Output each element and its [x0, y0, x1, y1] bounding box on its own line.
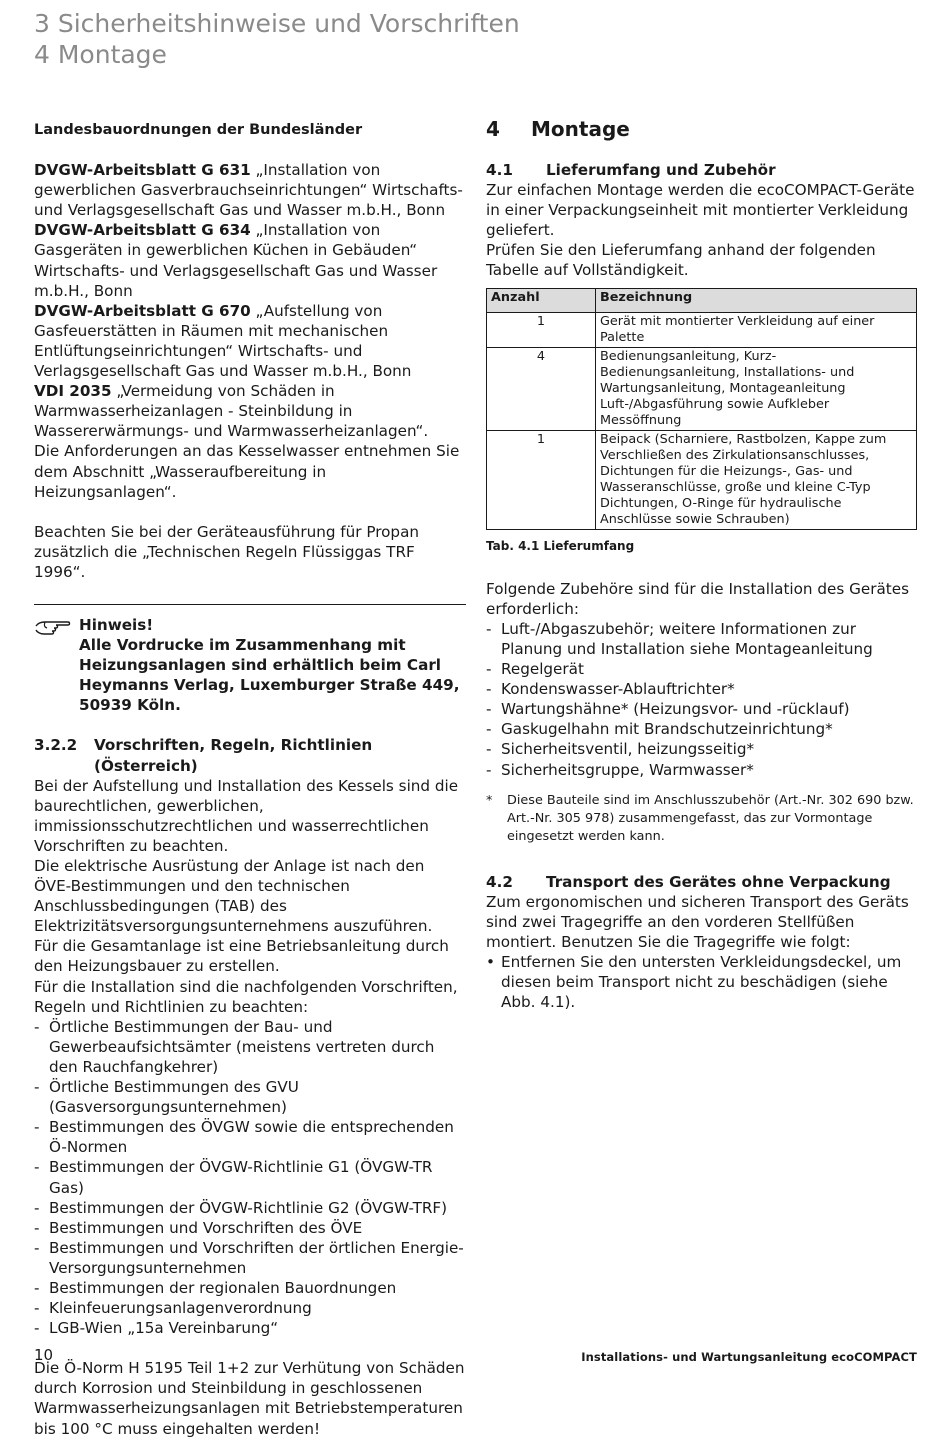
reg-text: „Aufstellung von Gasfeuerstätten in Räumen mit mechanischen Entlüftungseinrichtungen“ Wirtschafts- und Verlagsgesellschaft Gas und Wasser m.b.H., Bonn [34, 301, 412, 381]
paragraph: Für die Installation sind die nachfolgenden Vorschriften, Regeln und Richtlinien zu beachten: [34, 977, 458, 1016]
section-4-1-heading [486, 160, 918, 180]
paragraph: Die elektrische Ausrüstung der Anlage ist nach den ÖVE-Bestimmungen und den technischen Anschlussbedingungen (TAB) des Elektrizitätsversorgungsunternehmens auszuführen. [34, 857, 433, 936]
column-header: Anzahl [487, 288, 596, 312]
list-item: - Wartungshähne* (Heizungsvor- und -rücklauf) [486, 699, 918, 719]
list-item: - Bestimmungen der regionalen Bauordnungen [34, 1278, 466, 1298]
header-line-2: 4 Montage [34, 40, 167, 69]
section-number: 4.1 [486, 161, 513, 179]
section-4-2-heading [486, 872, 918, 892]
table-cell: Bedienungsanleitung, Kurz-Bedienungsanleitung, Installations- und Wartungsanleitung, Montageanleitung Luft-/Abgasführung sowie Aufkleber Messöffnung [596, 347, 917, 430]
reg-title: DVGW-Arbeitsblatt G 634 [34, 221, 251, 240]
paragraph: Folgende Zubehöre sind für die Installation des Gerätes erforderlich: [486, 579, 909, 618]
header-line-1: 3 Sicherheitshinweise und Vorschriften [34, 9, 520, 38]
paragraph: Für die Gesamtanlage ist eine Betriebsanleitung durch den Heizungsbauer zu erstellen. [34, 937, 449, 976]
footnote-mark: * [486, 792, 493, 808]
list-item: - Örtliche Bestimmungen der Bau- und Gewerbeaufsichtsämter (meistens vertreten durch den Rauchfangkehrer) [34, 1017, 466, 1077]
page-header [34, 8, 520, 70]
list-item: - Bestimmungen der ÖVGW-Richtlinie G2 (ÖVGW-TRF) [34, 1198, 466, 1218]
chapter-title: Montage [531, 117, 630, 141]
chapter-heading [486, 118, 918, 140]
transport-list [486, 952, 918, 1012]
list-item: - Bestimmungen des ÖVGW sowie die entsprechenden Ö-Normen [34, 1117, 466, 1157]
table-cell: 1 [487, 430, 596, 529]
section-number: 3.2.2 [34, 736, 78, 755]
list-item: • Entfernen Sie den untersten Verkleidungsdeckel, um diesen beim Transport nicht zu beschädigen (siehe Abb. 4.1). [486, 952, 918, 1012]
hint-text: Alle Vordrucke im Zusammenhang mit Heizungsanlagen sind erhältlich beim Carl Heymanns Verlag, Luxemburger Straße 449, 50939 Köln. [79, 636, 460, 715]
norm-paragraph: Die Ö-Norm H 5195 Teil 1+2 zur Verhütung von Schäden durch Korrosion und Steinbildung in geschlossenen Warmwasserheizungsanlagen mit Betriebstemperaturen bis 100 °C muss eingehalten werden! [34, 1359, 465, 1438]
paragraph: Prüfen Sie den Lieferumfang anhand der folgenden Tabelle auf Vollständigkeit. [486, 241, 876, 280]
right-column [486, 118, 918, 1012]
list-item: - Bestimmungen der ÖVGW-Richtlinie G1 (ÖVGW-TR Gas) [34, 1157, 466, 1197]
list-item: - Sicherheitsgruppe, Warmwasser* [486, 760, 918, 780]
list-item: - Luft-/Abgaszubehör; weitere Informationen zur Planung und Installation siehe Montageanleitung [486, 619, 918, 659]
accessory-list [486, 619, 918, 780]
section-number: 4.2 [486, 872, 513, 891]
reg-entry [34, 160, 466, 220]
list-item: - Bestimmungen und Vorschriften des ÖVE [34, 1218, 466, 1238]
list-item: - Kondenswasser-Ablauftrichter* [486, 679, 918, 699]
footnote-text: Diese Bauteile sind im Anschlusszubehör (Art.-Nr. 302 690 bzw. Art.-Nr. 305 978) zusammengefasst, das zur Vormontage eingesetzt werden kann. [507, 792, 914, 844]
kessel-paragraph: Die Anforderungen an das Kesselwasser entnehmen Sie dem Abschnitt „Wasseraufbereitung in Heizungsanlagen“. [34, 442, 460, 501]
paragraph: Zum ergonomischen und sicheren Transport des Geräts sind zwei Tragegriffe an den vorderen Stellfüßen montiert. Benutzen Sie die Tragegriffe wie folgt: [486, 892, 909, 951]
column-header: Bezeichnung [596, 288, 917, 312]
footnote [486, 792, 918, 846]
list-item: - Bestimmungen und Vorschriften der örtlichen Energie-Versorgungsunternehmen [34, 1238, 466, 1278]
left-column [34, 118, 466, 1439]
reg-entry [34, 301, 466, 381]
reg-title: DVGW-Arbeitsblatt G 670 [34, 301, 251, 320]
list-item: - Regelgerät [486, 659, 918, 679]
table-caption: Tab. 4.1 Lieferumfang [486, 538, 635, 553]
list-item: - Sicherheitsventil, heizungsseitig* [486, 739, 918, 759]
list-item: - Kleinfeuerungsanlagenverordnung [34, 1298, 466, 1318]
regulations-list [34, 1017, 466, 1339]
footer-document-title: Installations- und Wartungsanleitung ecoCOMPACT [581, 1350, 917, 1364]
pointing-hand-icon [34, 617, 72, 642]
reg-title: VDI 2035 [34, 382, 112, 401]
hint-title: Hinweis! [79, 615, 154, 634]
hint-box [34, 604, 466, 715]
reg-entry [34, 220, 466, 300]
chapter-number: 4 [486, 117, 500, 141]
table-row [487, 430, 917, 529]
table-cell: 4 [487, 347, 596, 430]
reg-title: DVGW-Arbeitsblatt G 631 [34, 161, 251, 180]
reg-text: „Installation von Gasgeräten in gewerblichen Küchen in Gebäuden“ Wirtschafts- und Verlagsgesellschaft Gas und Wasser m.b.H., Bonn [34, 221, 438, 300]
list-item: - Gaskugelhahn mit Brandschutzeinrichtung* [486, 719, 918, 739]
table-cell: Beipack (Scharniere, Rastbolzen, Kappe zum Verschließen des Zirkulationsanschlusses, Dichtungen für die Heizungs-, Gas- und Wasseranschlüsse, große und kleine C-Typ Dichtungen, O-Ringe für hydraulische Anschlüsse sowie Schrauben) [596, 430, 917, 529]
table-row [487, 312, 917, 347]
section-title: Lieferumfang und Zubehör [546, 161, 776, 179]
table-cell: Gerät mit montierter Verkleidung auf einer Palette [596, 312, 917, 347]
table-header-row [487, 288, 917, 312]
reg-text: „Installation von gewerblichen Gasverbrauchseinrichtungen“ Wirtschafts- und Verlagsgesellschaft Gas und Wasser m.b.H., Bonn [34, 161, 463, 220]
propan-paragraph: Beachten Sie bei der Geräteausführung für Propan zusätzlich die „Technischen Regeln Flüssiggas TRF 1996“. [34, 522, 419, 581]
list-item: - LGB-Wien „15a Vereinbarung“ [34, 1318, 466, 1338]
delivery-table [486, 288, 917, 530]
paragraph: Zur einfachen Montage werden die ecoCOMPACT-Geräte in einer Verpackungseinheit mit montierter Verkleidung geliefert. [486, 181, 915, 240]
page-number: 10 [34, 1346, 54, 1364]
reg-entry [34, 381, 466, 441]
table-row [487, 347, 917, 430]
section-title: Transport des Gerätes ohne Verpackung [546, 872, 891, 891]
list-item: - Örtliche Bestimmungen des GVU (Gasversorgungsunternehmen) [34, 1077, 466, 1117]
landesbau-heading: Landesbauordnungen der Bundesländer [34, 122, 363, 138]
reg-text: „Vermeidung von Schäden in Warmwasserheizanlagen - Steinbildung in Wassererwärmungs- und Warmwasserheizanlagen“. [34, 382, 429, 441]
table-cell: 1 [487, 312, 596, 347]
section-3-2-2-heading [34, 735, 466, 775]
section-title: Vorschriften, Regeln, Richtlinien (Österreich) [94, 736, 373, 775]
paragraph: Bei der Aufstellung und Installation des Kessels sind die baurechtlichen, gewerblichen, immissionsschutzrechtlichen und wasserrechtlichen Vorschriften zu beachten. [34, 776, 459, 855]
